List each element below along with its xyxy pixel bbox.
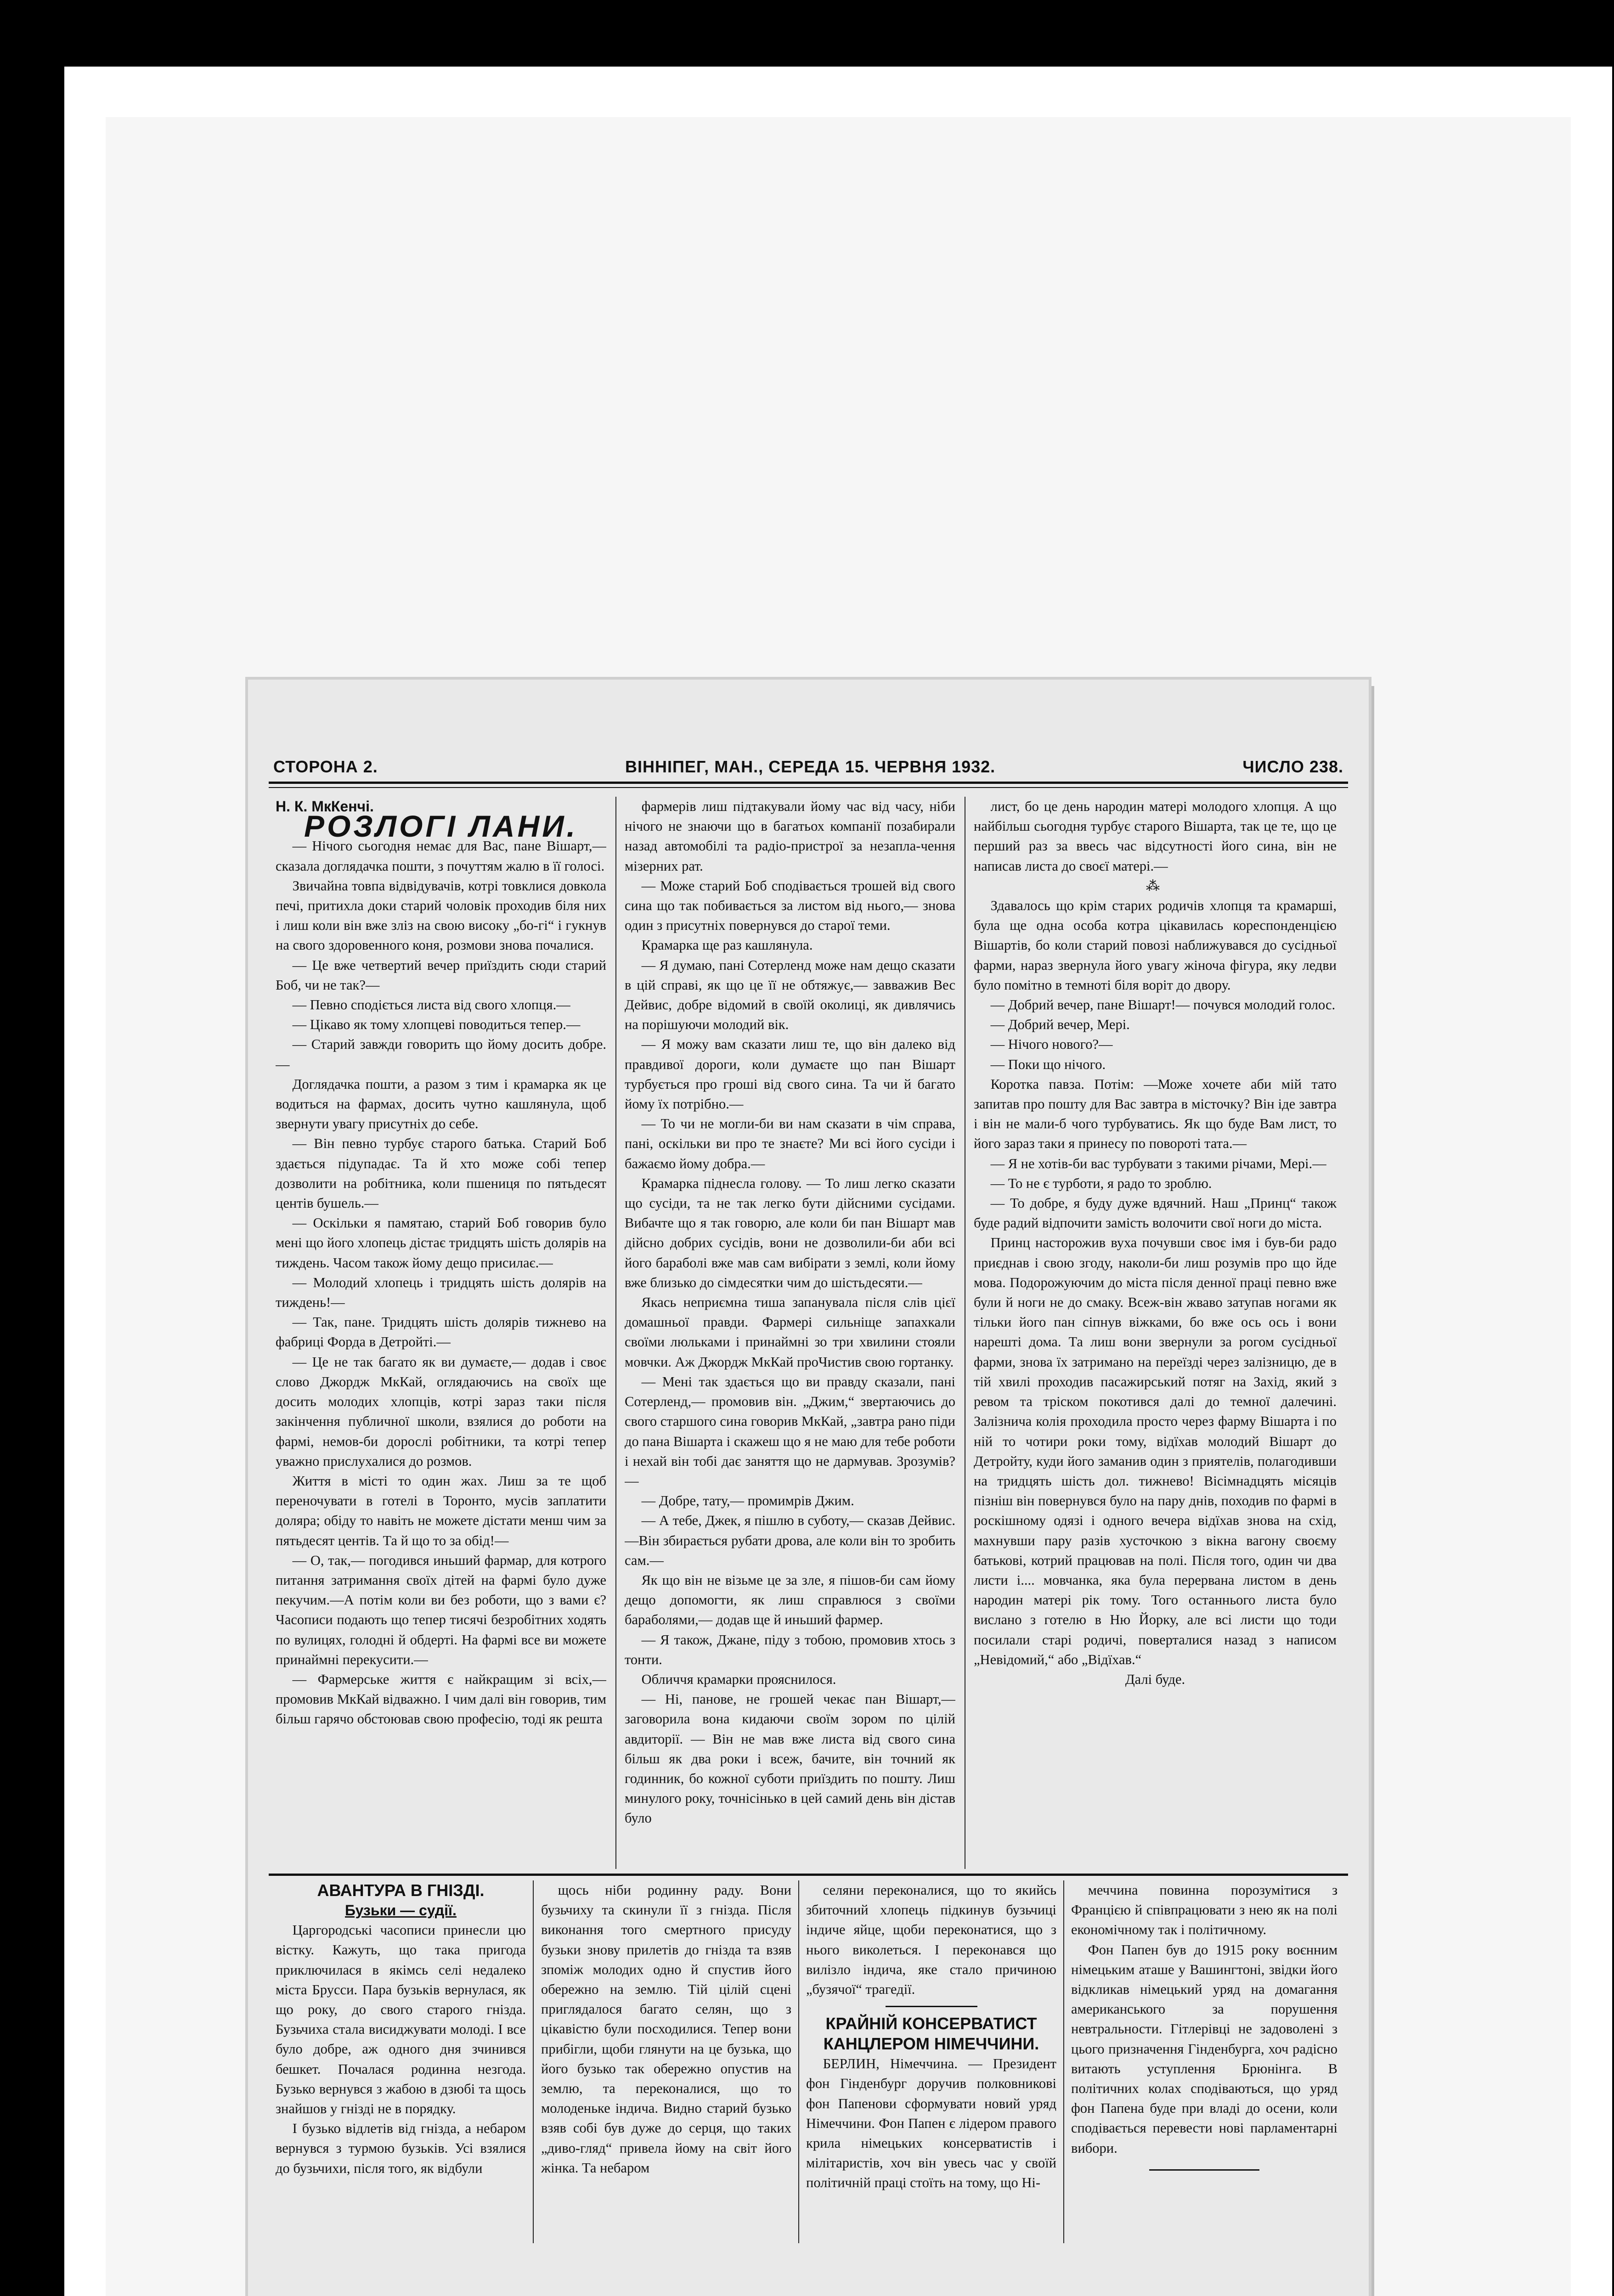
paragraph: Обличчя крамарки прояснилося. [641, 1671, 836, 1687]
paragraph: — Мені так здається що ви правду сказали, пані Сотерленд,— промовив він. „Джим,“ звертаючись до свого старшого сина говорив МкКай, „завтра рано піди до пана Вішарта і скажеш що я не маю для тебе роботи і нехай він тобі дає заняття що не дармував. Зрозумів?— [625, 1373, 955, 1489]
paragraph: Крамарка ще раз кашлянула. [641, 937, 813, 953]
continued-note: Далі буде. [1125, 1671, 1185, 1687]
paragraph: — О, так,— погодився иньший фармар, для котрого питання затримання своїх дітей на фармі було дуже пекучим.—А потім коли ви без роботи, що з вами є? Часописи подають що тепер тисячі безробітних ходять по вулицях, голодні й обдерті. На фармі все ви можете принаймні перекусити.— [276, 1552, 606, 1667]
paragraph: — Певно сподіється листа від свого хлопця.— [292, 997, 570, 1013]
paragraph: — Може старий Боб сподівається трошей від свого сина що так побивається за листом від нього,— знова один з присутніх повернувся до старої теми. [625, 878, 955, 934]
paragraph: — Поки що нічого. [990, 1056, 1106, 1072]
paragraph: — Старий завжди говорить що йому досить добре.— [276, 1036, 606, 1072]
paragraph: щось ніби родинну раду. Вони бузьчиху та скинули її з гнізда. Після виконання того смертного присуду бузьки знову прилетів до гнізда та взяв зпоміж молодих одно й спустив його обережно на землю. Тій цілій сцені приглядалося багато селян, що з цікавістю були посходилися. Тепер вони прибігли, щоби глянути на це бузька, що його бузько так обережно опустив на землю, та переконалися, що то молоденьке індича. Видно старий бузько взяв собі був дуже до серця, що таких „диво-гляд“ привела йому на світ його жінка. Та небаром [541, 1882, 791, 2176]
stork-article-column-2 [541, 1880, 791, 2243]
paragraph: — Я можу вам сказати лиш те, що він далеко від правдивої дороги, коли думаєте що пан Вішарт турбується про гроші від свого сина. Та чи й багато йому їх потрібно.— [625, 1036, 955, 1112]
story-column-3 [974, 797, 1337, 1869]
paragraph: Як що він не візьме це за зле, я пішов-би сам йому дещо допомогти, як лиш справлюся з своїми бараболями,— додав ще й иньший фармер. [625, 1572, 955, 1628]
paragraph: — Добрий вечер, Мері. [990, 1017, 1130, 1033]
paragraph: — Це не так багато як ви думаєте,— додав і своє слово Джордж МкКай, оглядаючись на своїх ще досить молодих хлопців, котрі зараз таки після закінчення публичної школи, взялися до роботи на фармі, немов-би дорослі робітники, та котрі тепер уважно прислухалися до розмов. [276, 1354, 606, 1469]
paragraph: Коротка павза. Потім: —Може хочете аби мій тато запитав про пошту для Вас завтра в місточку? Він іде завтра і він не мали-б чого турбуватись. Як що буде Вам лист, то його зараз таки я принесу по повороті тата.— [974, 1076, 1337, 1152]
paragraph: — Так, пане. Тридцять шість долярів тижнево на фабриці Форда в Детройті.— [276, 1314, 606, 1350]
column-divider [533, 1880, 534, 2243]
paragraph: — Я думаю, пані Сотерленд може нам дещо сказати в цій справі, як що це її не обтяжує,— завважив Вес Дейвис, добре відомий в своїй околиці, як дивлячись на порішуючи молодий вік. [625, 957, 955, 1033]
paragraph: Доглядачка пошти, а разом з тим і крамарка як це водиться на фармах, досить чутно кашлянула, щоб звернути увагу присутніх до себе. [276, 1076, 606, 1132]
paragraph: Принц насторожив вуха почувши своє імя і був-би радо приєднав і свою згоду, наколи-би лиш розумів про що йде мова. Подорожуючим до міста після денної праці певно вже були й ноги не до смаку. Всеж-він жваво затупав ногами як тільки його пан сіпнув віжками, бо вже ось ось і вони нарешті дома. Та лиш вони звернули за рогом сусідньої фарми, знова їх затримано на переїзді через залізницю, де в тій хвилі проходив пасажирський потяг на Захід, який з ревом та тріском покотився далі до темної далечині. Залізнича колія проходила просто через фарму Вішарта і по ній то чотири роки тому, відїхав молодий Вішарт до Детройту, куди його заманив один з приятелів, полагодивши на тридцять шість дол. тижнево! Вісімнадцять місяців пізніш він повернувся було на пару днів, походив по фармі в роскішному одязі і одного вечера відїхав знова на схід, махнувши пару разів хусточкою з вікна вагону своєму батькові, котрий працював на полі. Після того, один чи два листи і.... мовчанка, яка була перервана листом в день народин матері рік тому. Того останнього листа було вислано з готелю в Ню Йорку, але всі листи що тоди посилали старі родичі, поверталися назад з написом „Невідомий,“ або „Відїхав.“ [974, 1235, 1337, 1667]
story-title: РОЗЛОГІ ЛАНИ. [304, 809, 578, 844]
paragraph: — Нічого нового?— [990, 1036, 1113, 1052]
paragraph: — Нічого сьогодня немає для Вас, пане Вішарт,— сказала доглядачка пошти, з почуттям жалю в її голосі. [276, 838, 606, 874]
story-column-1 [276, 797, 606, 1869]
header-rule-thin [269, 787, 1348, 788]
page-header [273, 755, 1343, 778]
issue-number: ЧИСЛО 238. [1242, 757, 1343, 776]
paragraph: — То чи не могли-би ви нам сказати в чім справа, пані, оскільки ви про те знаєте? Ми всі його сусіди і бажаємо йому добра.— [625, 1116, 955, 1171]
paragraph: — То не є турботи, я радо то зроблю. [990, 1175, 1212, 1191]
paragraph: Звичайна товпа відвідувачів, котрі товклися довкола печі, притихла доки старий чоловік проходив біля них і лиш коли він вже зліз на свою високу „бо-гі“ і гукнув на свого здоровенного коня, розмови знова почалися. [276, 878, 606, 953]
stork-article-column-1 [276, 1880, 526, 2243]
mixed-column-3 [806, 1880, 1056, 2243]
newspaper-page [248, 680, 1369, 2296]
paragraph: — Добрий вечер, пане Вішарт!— почувся молодий голос. [990, 997, 1336, 1013]
paragraph: Здавалось що крім старих родичів хлопця та крамарші, була ще одна особа котра цікавилась кореспонденцією Вішартів, бо коли старий повозі наближувався до сусідньої фарми, нараз звернула його увагу жіноча фігура, яку ледви було помітно в темноті біля воріт до двору. [974, 898, 1337, 993]
paragraph: — Я не хотів-би вас турбувати з такими річами, Мері.— [990, 1155, 1326, 1171]
column-divider [1063, 1880, 1064, 2243]
paragraph: — А тебе, Джек, я пішлю в суботу,— сказав Дейвис. —Він збирається рубати дрова, але коли він то зробить сам.— [625, 1513, 955, 1568]
german-article-column-2 [1071, 1880, 1337, 2243]
paragraph: — То добре, я буду дуже вдячний. Наш „Принц“ також буде радий відпочити замість волочити свої ноги до міста. [974, 1195, 1337, 1231]
section-stars: ⁂ [1146, 878, 1164, 894]
stork-subhead: Бузьки — судії. [345, 1902, 457, 1919]
paragraph: селяни переконалися, що то якийсь збиточний хлопець підкинув бузьчиці індиче яйце, щоби переконатися, що з нього виколеться. І переконався що вилізло індича, яке стало причиною „бузячої“ трагедії. [806, 1882, 1056, 1998]
column-divider [615, 797, 616, 1869]
paragraph: Крамарка піднесла голову. — То лиш легко сказати що сусіди, та не так легко бути дійсними сусідами. Вибачте що я так говорю, але коли би пан Вішарт мав дійсно добрих сусідів, вони не дозволили-би аби всі його бараболі вже мав сам вибірати з землі, коли йому вже близько до сімдесятки чим до шістьдесяти.— [625, 1175, 955, 1290]
paragraph: Царгородські часописи принесли цю вістку. Кажуть, що така пригода приключилася в якімсь селі недалеко міста Брусси. Пара бузьків вернулася, як що року, до свого старого гнізда. Бузьчиха стала висиджувати молоді. І все було добре, аж одного дня зчинився бешкет. Почалася родинна незгода. Бузько вернувся з жабою в дзюбі та щось знайшов у гнізді не в порядку. [276, 1922, 526, 2117]
section-rule [269, 1874, 1348, 1876]
paragraph: — Я також, Джане, піду з тобою, промовив хтось з тонти. [625, 1632, 955, 1667]
paragraph: БЕРЛИН, Німеччина. — Президент фон Гінденбург доручив полковникові фон Папенови сформувати новий уряд Німеччини. Фон Папен є лідером правого крила німецьких консерватистів і мілітаристів, хоч він увесь час у своїй політичній праці стоїть на тому, що Ні- [806, 2056, 1056, 2191]
paragraph: Життя в місті то один жах. Лиш за те щоб переночувати в готелі в Торонто, мусів заплатити доляра; обіду то навіть не можете дістати менш чим за пятьдесят центів. Та й що то за обід!— [276, 1473, 606, 1548]
german-headline: КРАЙНІЙ КОНСЕРВАТИСТ КАНЦЛЕРОМ НІМЕЧЧИНИ. [823, 2014, 1039, 2054]
paragraph: — Молодий хлопець і тридцять шість долярів на тиждень!— [276, 1274, 606, 1311]
paragraph: — Оскільки я памятаю, старий Боб говорив було мені що його хлопець дістає тридцять шість долярів на тиждень. Часом також йому дещо присилає.— [276, 1215, 606, 1271]
paragraph: — Він певно турбує старого батька. Старий Боб здається підупадає. Та й хто може собі тепер дозволити на робітника, коли пшениця по пятьдесят центів бушель.— [276, 1136, 606, 1211]
paragraph: — Ні, панове, не грошей чекає пан Вішарт,— заговорила вона кидаючи своїм зором по цілій авдиторії. — Він не мав вже листа від свого сина більш як два роки і всеж, бачите, він точний як годинник, бо кожної суботи приїздить по пошту. Лиш минулого року, точнісінько в цей самий день він дістав було [625, 1691, 955, 1826]
paragraph: — Фармерське життя є найкращим зі всіх,— промовив МкКай відважно. І чим далі він говорив, тим більш гарячо обстоював свою професію, тоді як решта [276, 1671, 606, 1727]
article-divider [886, 2006, 977, 2007]
paragraph: І бузько відлетів від гнізда, а небаром вернувся з турмою бузьків. Усі взялися до бузьчихи, після того, як відбули [276, 2121, 526, 2176]
paragraph: Якась неприємна тиша запанувала після слів цієї домашньої правди. Фармері сильніще запахкали своїми люльками і принаймні зо три хвилини стояли мовчки. Аж Джордж МкКай проЧистив свою гортанку. [625, 1294, 955, 1370]
dateline: ВІННІПЕГ, МАН., СЕРЕДА 15. ЧЕРВНЯ 1932. [625, 757, 996, 776]
paragraph: — Добре, тату,— промимрів Джим. [641, 1493, 854, 1509]
paragraph: меччина повинна порозумітися з Францією й співпрацювати з нею як на полі економічному так і політичному. [1071, 1882, 1337, 1938]
stork-headline: АВАНТУРА В ГНІЗДІ. [317, 1881, 485, 1900]
paragraph: Фон Папен був до 1915 року воєнним німецьким аташе у Вашингтоні, звідки його відкликав німецький уряд на домагання американського за порушення невтральности. Гітлерівці не задоволені з цього призначення Гінденбурга, хоч радісно витають уступлення Брюнінга. В політичних колах сподіваються, що уряд фон Папена буде при владі до осени, коли сподівається перевести нові парламентарні вибори. [1071, 1941, 1337, 2156]
story-byline: Н. К. МкКенчі. [276, 798, 374, 815]
paragraph: фармерів лиш підтакували йому час від часу, ніби нічого не знаючи що в багатьох компанії позабирали назад автомобілі та радіо-пристрої за незапла-чення мізерних рат. [625, 799, 955, 874]
paragraph: — Цікаво як тому хлопцеві поводиться тепер.— [292, 1017, 581, 1033]
column-divider [798, 1880, 799, 2243]
paragraph: — Це вже четвертий вечер приїздить сюди старий Боб, чи не так?— [276, 957, 606, 993]
page-number: СТОРОНА 2. [273, 757, 378, 776]
story-column-2 [625, 797, 955, 1869]
paragraph: лист, бо це день народин матері молодого хлопця. А що найбільш сьогодня турбує старого Вішарта, так це те, що це перший раз за ввесь час відсутності його сина, він не написав листа до своєї матері.— [974, 799, 1337, 874]
header-rule [269, 782, 1348, 784]
article-end-rule [1149, 2169, 1259, 2171]
